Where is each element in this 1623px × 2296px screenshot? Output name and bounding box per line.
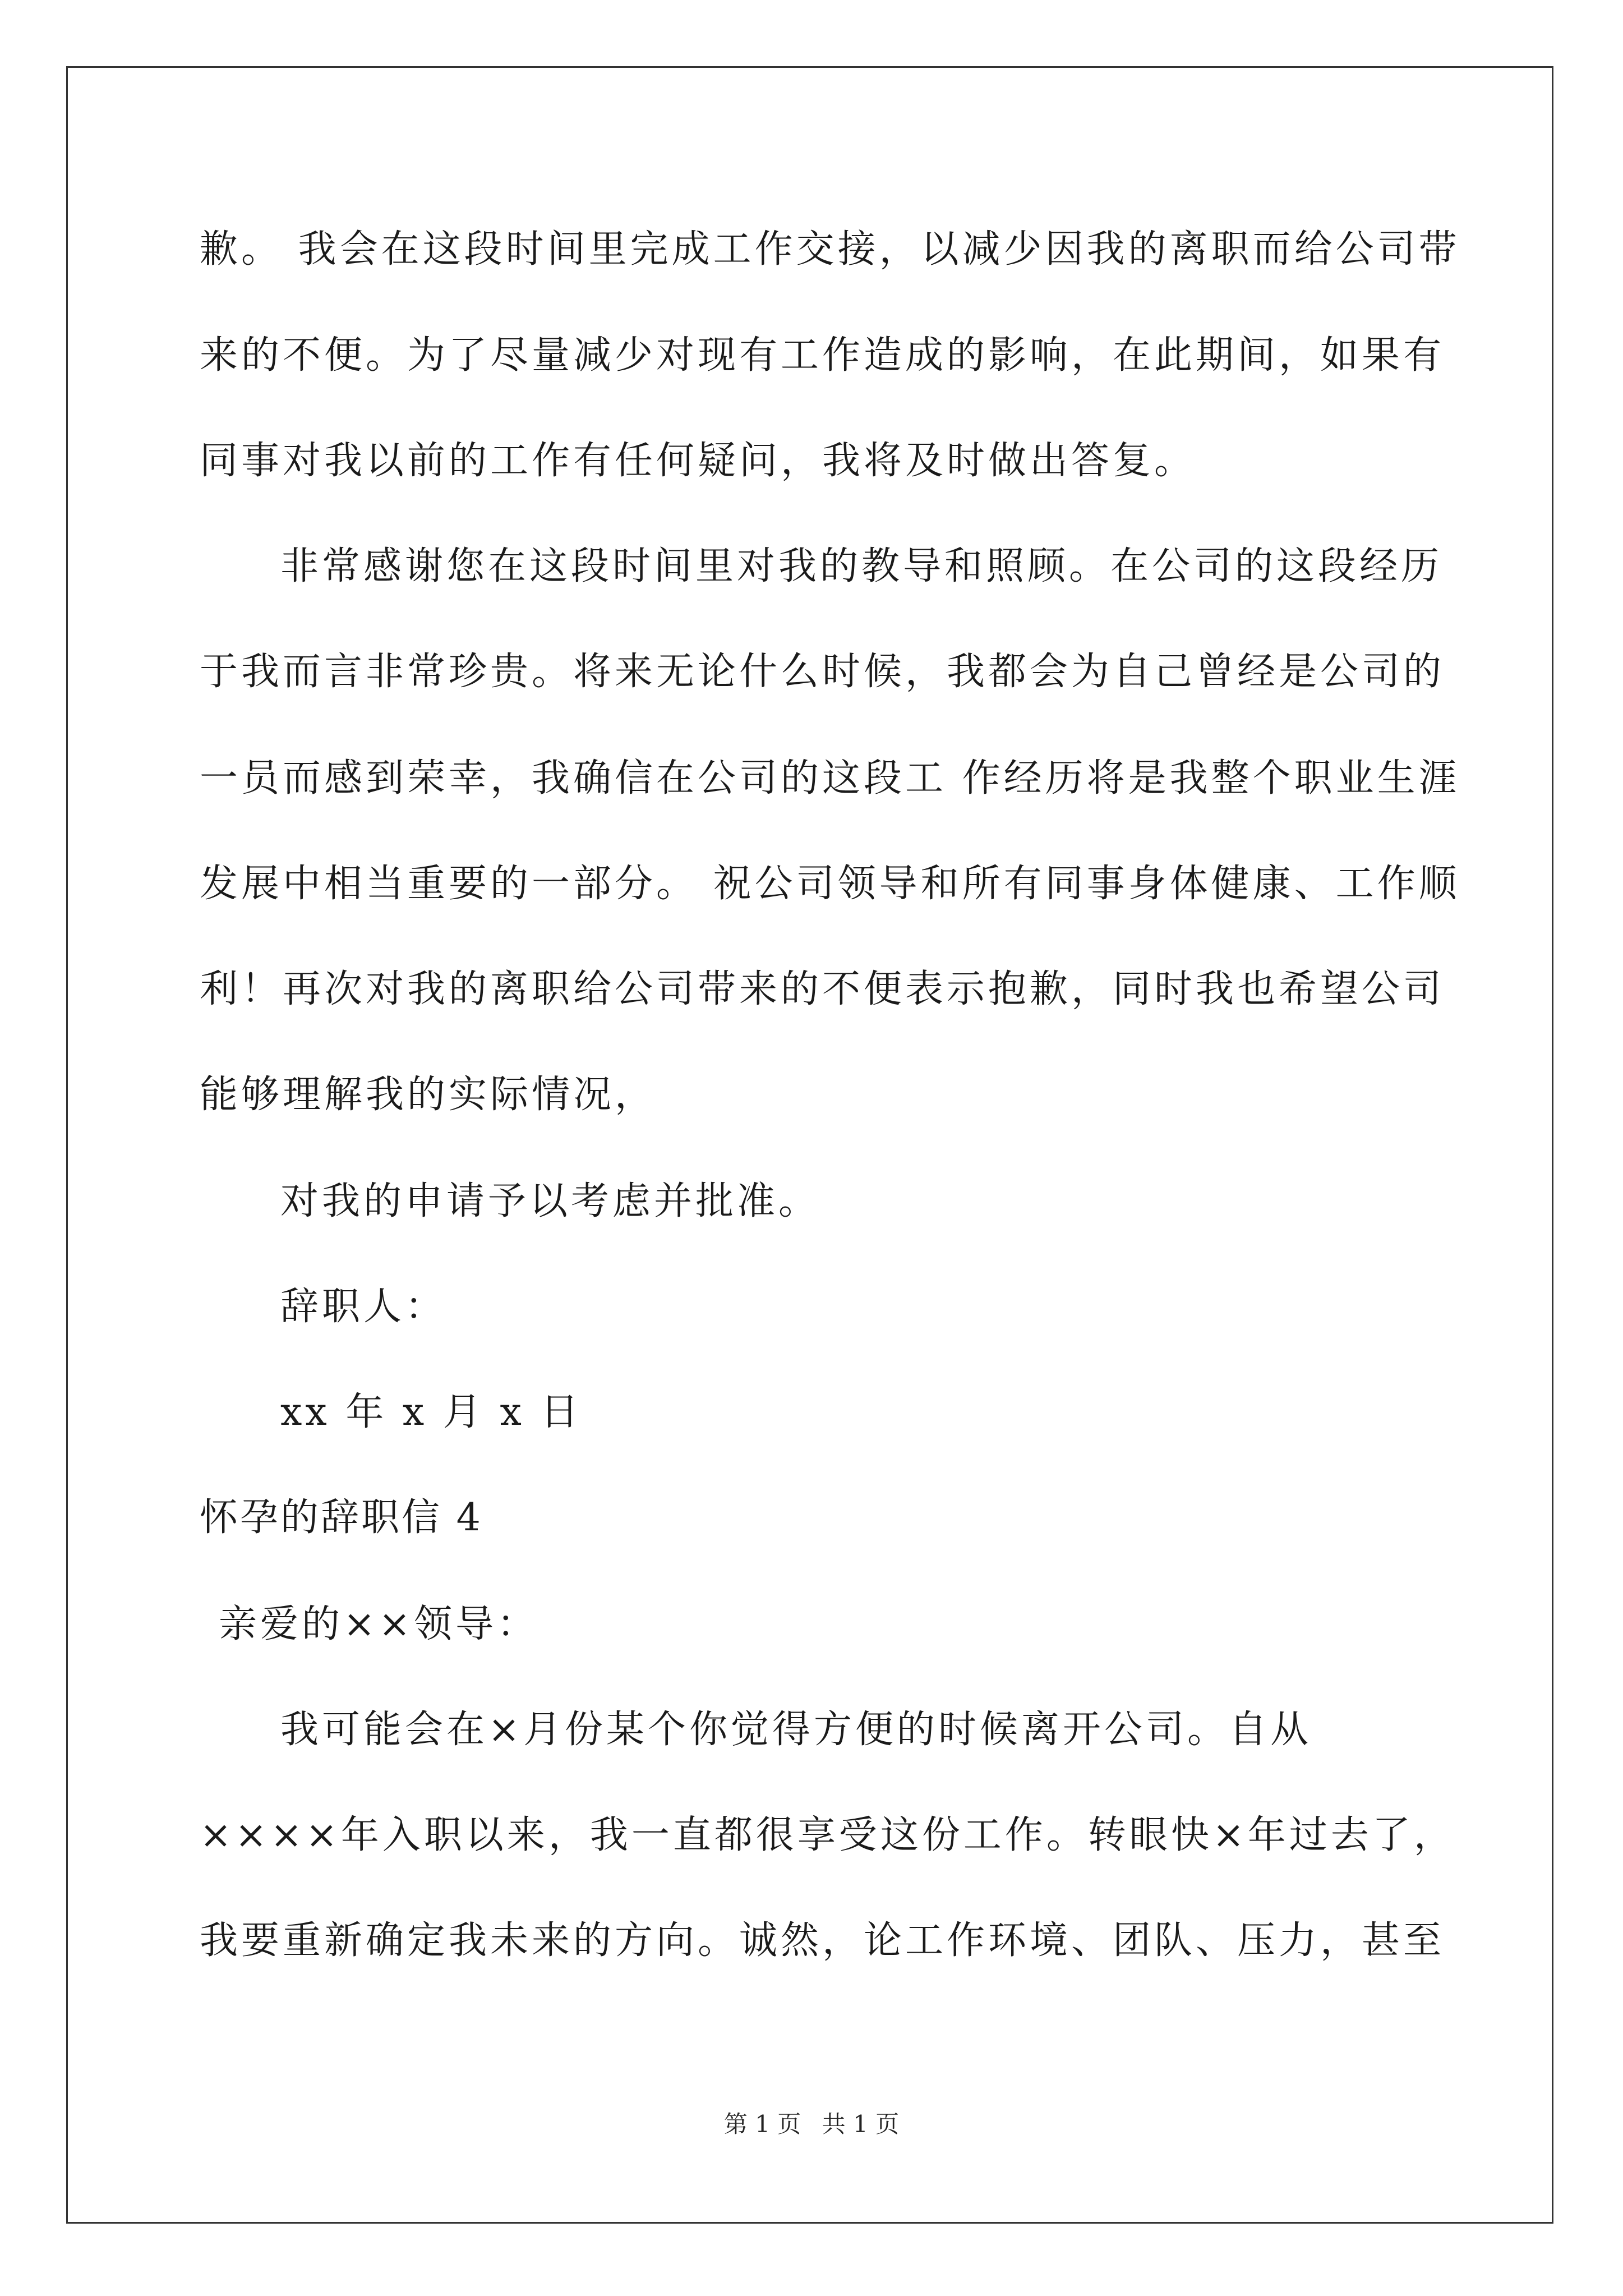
body-line-1: 歉。 我会在这段时间里完成工作交接，以减少因我的离职而给公司带 — [200, 227, 1460, 272]
date-line: xx 年 x 月 x 日 — [280, 1390, 582, 1434]
page-border — [66, 66, 1553, 2224]
closing-request: 对我的申请予以考虑并批准。 — [280, 1179, 820, 1223]
body-line-6: 一员而感到荣幸，我确信在公司的这段工 作经历将是我整个职业生涯 — [200, 756, 1460, 800]
body-line-17: 我要重新确定我未来的方向。诚然，论工作环境、团队、压力，甚至 — [200, 1918, 1445, 1963]
body-line-16: ××××年入职以来，我一直都很享受这份工作。转眼快×年过去了， — [200, 1813, 1455, 1857]
section-heading: 怀孕的辞职信 4 — [200, 1496, 483, 1540]
body-line-7: 发展中相当重要的一部分。 祝公司领导和所有同事身体健康、工作顺 — [200, 862, 1460, 906]
body-line-15: 我可能会在×月份某个你觉得方便的时候离开公司。自从 — [280, 1708, 1312, 1752]
body-line-9: 能够理解我的实际情况， — [200, 1073, 657, 1117]
page-footer — [0, 2110, 1623, 2138]
body-line-2: 来的不便。为了尽量减少对现有工作造成的影响，在此期间，如果有 — [200, 333, 1445, 378]
page-number: 第 1 页 — [723, 2110, 801, 2138]
signer-label: 辞职人： — [280, 1285, 447, 1329]
body-line-5: 于我而言非常珍贵。将来无论什么时候，我都会为自己曾经是公司的 — [200, 650, 1445, 694]
body-line-8: 利！再次对我的离职给公司带来的不便表示抱歉，同时我也希望公司 — [200, 967, 1445, 1011]
salutation: 亲爱的××领导： — [219, 1602, 538, 1646]
page-total: 共 1 页 — [822, 2110, 900, 2138]
body-line-4: 非常感谢您在这段时间里对我的教导和照顾。在公司的这段经历 — [280, 544, 1443, 588]
body-line-3: 同事对我以前的工作有任何疑问，我将及时做出答复。 — [200, 439, 1196, 483]
